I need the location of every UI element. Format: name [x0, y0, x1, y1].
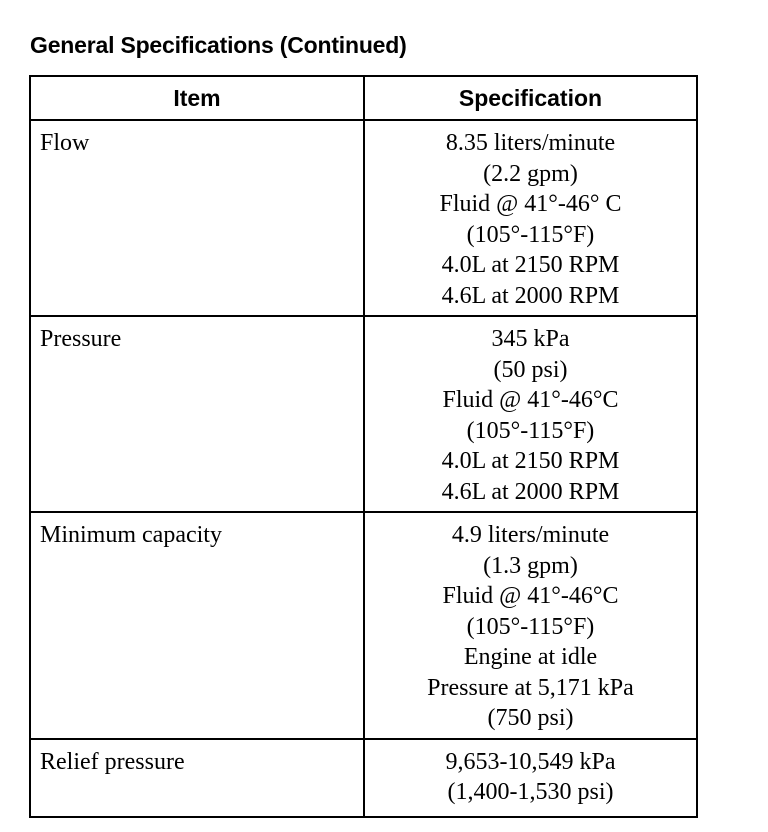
spec-line: 8.35 liters/minute	[445, 130, 616, 156]
spec-line: (105°-115°F)	[466, 221, 595, 248]
spec-line: 4.0L at 2150 RPM	[441, 252, 620, 278]
spec-line: (105°-115°F)	[466, 417, 595, 444]
column-header-specification: Specification	[364, 76, 697, 120]
item-cell: Minimum capacity	[30, 512, 364, 739]
spec-line: 4.6L at 2000 RPM	[441, 282, 620, 309]
spec-line: Pressure at 5,171 kPa	[427, 674, 634, 701]
item-cell: Flow	[30, 120, 364, 316]
table-row-relief-pressure	[30, 739, 697, 817]
specifications-table	[29, 75, 698, 818]
spec-line: Fluid @ 41°-46°C	[442, 583, 619, 609]
spec-line: 4.0L at 2150 RPM	[441, 448, 620, 474]
table-row-minimum-capacity	[30, 512, 697, 739]
item-cell: Pressure	[30, 316, 364, 512]
spec-line: Fluid @ 41°-46°C	[442, 387, 619, 413]
spec-line: Fluid @ 41°-46° C	[439, 191, 622, 217]
specification-cell	[364, 120, 697, 316]
page-title: General Specifications (Continued)	[30, 32, 407, 58]
specification-cell	[364, 512, 697, 739]
specification-cell	[364, 316, 697, 512]
spec-line: 9,653-10,549 kPa	[445, 748, 616, 775]
spec-line: (105°-115°F)	[466, 613, 595, 640]
item-cell: Relief pressure	[30, 739, 364, 817]
spec-line: (750 psi)	[487, 705, 574, 731]
spec-line: 345 kPa	[491, 326, 570, 352]
spec-line: 4.9 liters/minute	[451, 522, 610, 548]
spec-line: (1.3 gpm)	[483, 552, 578, 579]
spec-line: (2.2 gpm)	[483, 160, 578, 187]
spec-line: 4.6L at 2000 RPM	[441, 478, 620, 505]
spec-line: Engine at idle	[463, 644, 598, 670]
specification-cell	[364, 739, 697, 817]
table-header-row	[30, 76, 697, 120]
table-row-pressure	[30, 316, 697, 512]
spec-line: (1,400-1,530 psi)	[447, 779, 614, 805]
column-header-item: Item	[30, 76, 364, 120]
table-row-flow	[30, 120, 697, 316]
spec-line: (50 psi)	[493, 356, 568, 383]
